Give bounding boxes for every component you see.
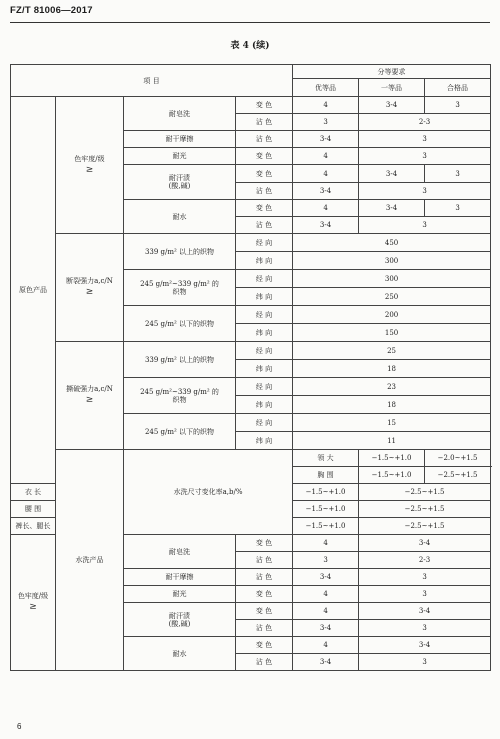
cell-value: 4 (293, 97, 359, 114)
warp-label: 经 向 (236, 234, 293, 252)
warp-label: 经 向 (236, 270, 293, 288)
stain-label: 沾 色 (236, 131, 293, 148)
light-fabric-label: 245 g/m² 以下的织物 (124, 306, 236, 342)
cell-value: 3-4 (359, 97, 425, 114)
stain-label: 沾 色 (236, 217, 293, 234)
requirements-table (10, 64, 491, 671)
chest-label: 胸 围 (293, 467, 359, 484)
color-fastness-label: 色牢度/级 ≥ (11, 535, 56, 671)
cell-value: 3 (359, 654, 491, 671)
change-label: 变 色 (236, 200, 293, 217)
cell-value: −1.5~+1.0 (293, 484, 359, 501)
cell-value: 3 (359, 217, 491, 234)
cell-value: −2.5~+1.5 (359, 484, 491, 501)
cell-value: 3 (359, 569, 491, 586)
cell-value: 4 (293, 165, 359, 183)
light-label: 耐光 (124, 148, 236, 165)
cell-value: 3 (293, 114, 359, 131)
group-raw-products: 原色产品 (11, 97, 56, 484)
cell-value: 3 (425, 97, 491, 114)
mid-fabric-label: 245 g/m²~339 g/m² 的 织物 (124, 270, 236, 306)
weft-label: 纬 向 (236, 324, 293, 342)
cell-value: 450 (293, 234, 491, 252)
group-washed-products: 水洗产品 (56, 450, 124, 671)
heavy-fabric-label: 339 g/m² 以上的织物 (124, 342, 236, 378)
cell-value: 3-4 (293, 620, 359, 637)
change-label: 变 色 (236, 603, 293, 620)
cell-value: 200 (293, 306, 491, 324)
soap-label: 耐皂洗 (124, 97, 236, 131)
change-label: 变 色 (236, 165, 293, 183)
mid-fabric-label: 245 g/m²~339 g/m² 的 织物 (124, 378, 236, 414)
cell-value: 300 (293, 270, 491, 288)
cell-value: 3 (359, 620, 491, 637)
change-label: 变 色 (236, 535, 293, 552)
change-label: 变 色 (236, 586, 293, 603)
header-rule (10, 22, 490, 23)
tearing-strength-label: 撕破强力a,c/N ≥ (56, 342, 124, 450)
sweat-label: 耐汗渍 (酸,碱) (124, 603, 236, 637)
cell-value: 250 (293, 288, 491, 306)
cell-value: 15 (293, 414, 491, 432)
header-grade-req: 分等要求 (293, 65, 491, 79)
weft-label: 纬 向 (236, 288, 293, 306)
cell-value: 3 (425, 200, 491, 217)
weft-label: 纬 向 (236, 252, 293, 270)
cell-value: 4 (293, 148, 359, 165)
weft-label: 纬 向 (236, 432, 293, 450)
cell-value: 3 (293, 552, 359, 569)
warp-label: 经 向 (236, 378, 293, 396)
header-item: 项 目 (11, 65, 293, 97)
dry-rub-label: 耐干摩擦 (124, 569, 236, 586)
cell-value: 4 (293, 637, 359, 654)
cell-value: 18 (293, 396, 491, 414)
cell-value: 3-4 (293, 569, 359, 586)
stain-label: 沾 色 (236, 552, 293, 569)
collar-label: 领 大 (293, 450, 359, 467)
cell-value: 3 (359, 586, 491, 603)
cell-value: 11 (293, 432, 491, 450)
cell-value: 300 (293, 252, 491, 270)
cell-value: 3-4 (293, 217, 359, 234)
table-title: 表 4 (续) (230, 41, 270, 51)
cell-value: 4 (293, 586, 359, 603)
trouser-length-label: 裤长、腿长 (11, 518, 56, 535)
cell-value: 3-4 (359, 535, 491, 552)
cell-value: 3-4 (359, 200, 425, 217)
cell-value: 3-4 (359, 165, 425, 183)
cell-value: −1.5~+1.0 (359, 450, 425, 467)
weft-label: 纬 向 (236, 396, 293, 414)
cell-value: 3 (359, 131, 491, 148)
cell-value: 4 (293, 603, 359, 620)
cell-value: 2-3 (359, 114, 491, 131)
cell-value: 23 (293, 378, 491, 396)
cell-value: 4 (293, 200, 359, 217)
weft-label: 纬 向 (236, 360, 293, 378)
stain-label: 沾 色 (236, 654, 293, 671)
cell-value: −2.5~+1.5 (359, 518, 491, 535)
breaking-strength-label: 断裂强力a,c/N ≥ (56, 234, 124, 342)
cell-value: 3 (359, 183, 491, 200)
header-grade-3: 合格品 (425, 79, 491, 97)
header-grade-1: 优等品 (293, 79, 359, 97)
change-label: 变 色 (236, 637, 293, 654)
cell-value: −1.5~+1.0 (359, 467, 425, 484)
water-label: 耐水 (124, 200, 236, 234)
stain-label: 沾 色 (236, 183, 293, 200)
water-label: 耐水 (124, 637, 236, 671)
cell-value: −2.5~+1.5 (425, 467, 491, 484)
cell-value: −2.5~+1.5 (359, 501, 491, 518)
dimension-change-label: 水洗尺寸变化率a,b/% (124, 450, 293, 535)
cell-value: 25 (293, 342, 491, 360)
cell-value: 18 (293, 360, 491, 378)
cell-value: −1.5~+1.0 (293, 501, 359, 518)
waist-label: 腰 围 (11, 501, 56, 518)
cell-value: 3 (425, 165, 491, 183)
cell-value: 150 (293, 324, 491, 342)
length-label: 衣 长 (11, 484, 56, 501)
heavy-fabric-label: 339 g/m² 以上的织物 (124, 234, 236, 270)
soap-label: 耐皂洗 (124, 535, 236, 569)
change-label: 变 色 (236, 148, 293, 165)
warp-label: 经 向 (236, 306, 293, 324)
standard-code: FZ/T 81006—2017 (10, 5, 93, 16)
stain-label: 沾 色 (236, 114, 293, 131)
change-label: 变 色 (236, 97, 293, 114)
cell-value: −1.5~+1.0 (293, 518, 359, 535)
stain-label: 沾 色 (236, 569, 293, 586)
cell-value: 3-4 (293, 654, 359, 671)
cell-value: 2-3 (359, 552, 491, 569)
stain-label: 沾 色 (236, 620, 293, 637)
cell-value: 4 (293, 535, 359, 552)
dry-rub-label: 耐干摩擦 (124, 131, 236, 148)
light-fabric-label: 245 g/m² 以下的织物 (124, 414, 236, 450)
cell-value: 3-4 (359, 603, 491, 620)
cell-value: −2.0~+1.5 (425, 450, 491, 467)
cell-value: 3-4 (359, 637, 491, 654)
color-fastness-label: 色牢度/级 ≥ (56, 97, 124, 234)
light-label: 耐光 (124, 586, 236, 603)
page-number: 6 (17, 722, 22, 731)
cell-value: 3-4 (293, 183, 359, 200)
warp-label: 经 向 (236, 414, 293, 432)
sweat-label: 耐汗渍 (酸,碱) (124, 165, 236, 200)
cell-value: 3-4 (293, 131, 359, 148)
cell-value: 3 (359, 148, 491, 165)
header-grade-2: 一等品 (359, 79, 425, 97)
warp-label: 经 向 (236, 342, 293, 360)
